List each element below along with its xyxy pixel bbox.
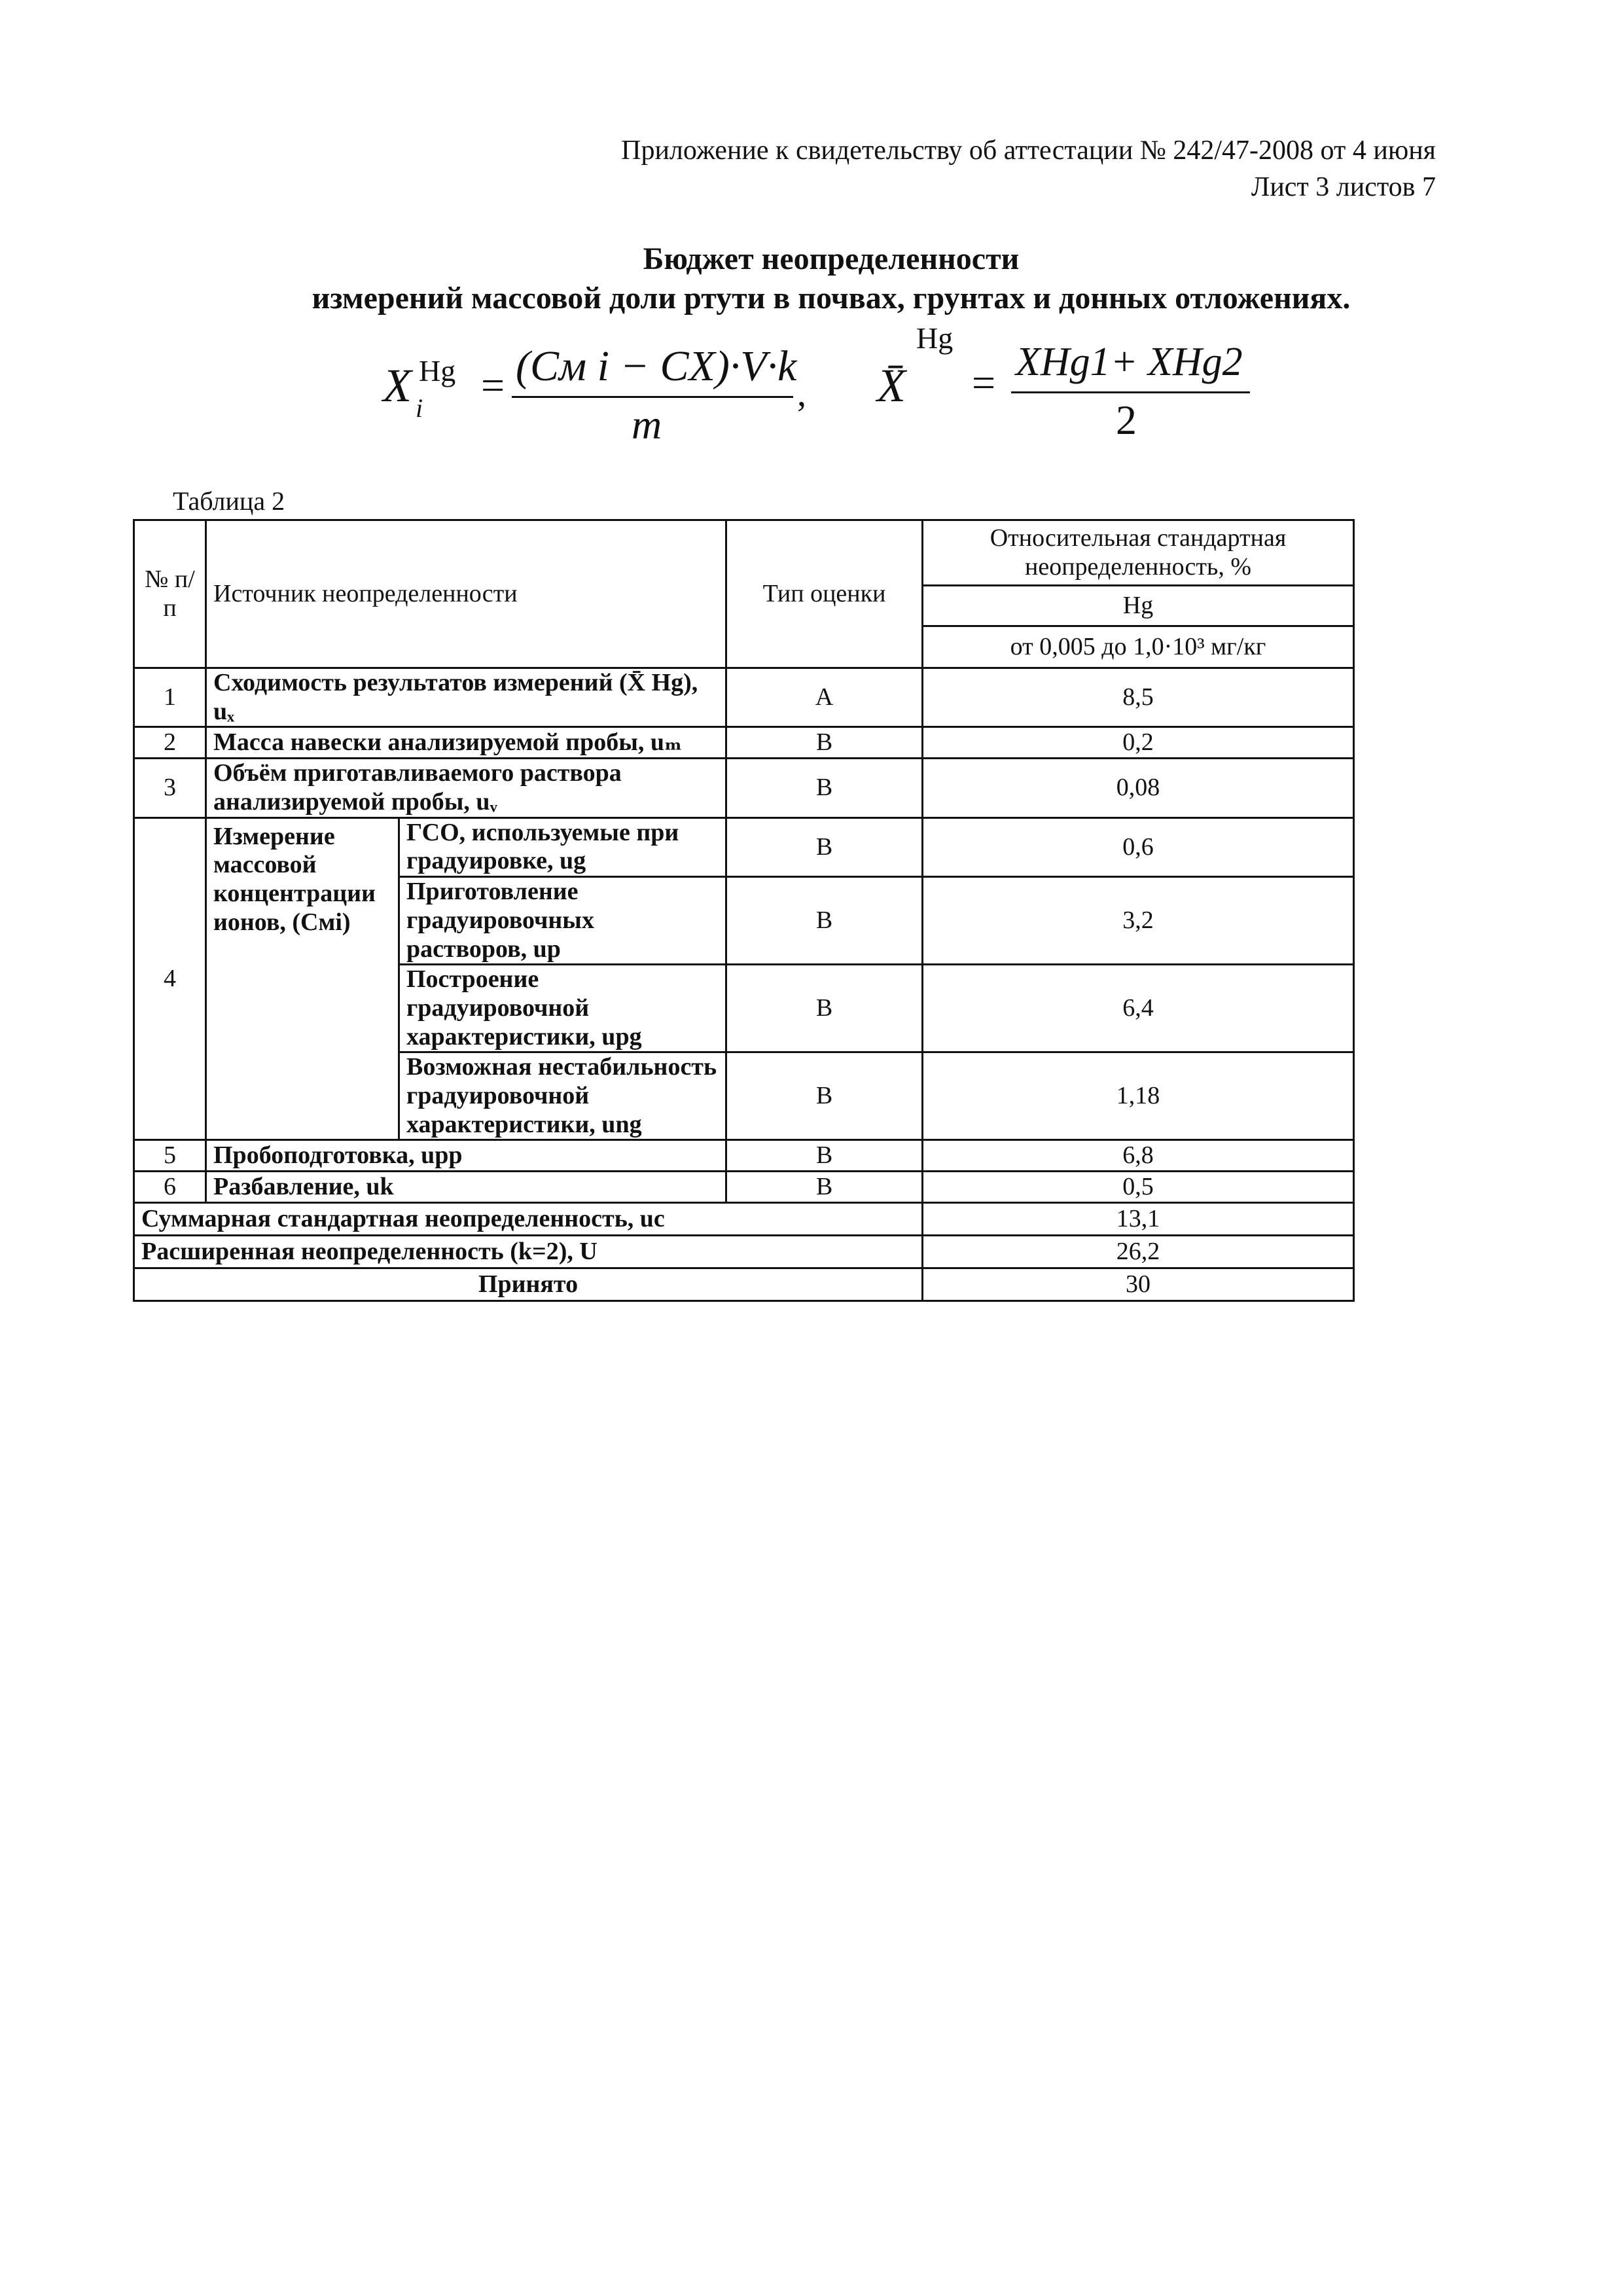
total-label: Принято (134, 1268, 923, 1301)
row-value: 0,2 (923, 727, 1354, 759)
sheet-number: Лист 3 листов 7 (1251, 172, 1436, 202)
formula-xbar-fraction-bar (1011, 391, 1250, 393)
total-row (134, 1203, 1354, 1236)
row-source: Объём приготавливаемого раствора анализируемой пробы, uᵥ (206, 759, 726, 817)
total-value: 30 (923, 1268, 1354, 1301)
formula-xbar-denominator: 2 (1116, 397, 1137, 443)
formula-xbar-equals: = (972, 359, 996, 406)
table-caption: Таблица 2 (173, 486, 285, 516)
row-group-source: Измерение массовой концентрации ионов, (Cмi) (206, 817, 399, 1140)
row-type: В (726, 759, 923, 817)
row-type: В (726, 727, 923, 759)
row-type: В (726, 1052, 923, 1140)
total-label: Расширенная неопределенность (k=2), U (134, 1236, 923, 1268)
formula-xi-equals: = (481, 362, 505, 408)
uncertainty-budget-table (133, 519, 1355, 1302)
row-sub-source: ГСО, используемые при градуировке, ug (399, 817, 726, 876)
row-value: 0,08 (923, 759, 1354, 817)
row-num: 4 (134, 817, 206, 1140)
table-row (134, 1172, 1354, 1203)
row-type: В (726, 1172, 923, 1203)
table-row (134, 727, 1354, 759)
row-num: 5 (134, 1140, 206, 1172)
formula-xbar-lhs-sup: Hg (916, 321, 954, 355)
row-type: В (726, 965, 923, 1052)
table-row (134, 668, 1354, 727)
total-row (134, 1268, 1354, 1301)
formula-xbar-lhs: X̄ (877, 359, 906, 412)
attestation-reference: Приложение к свидетельству об аттестации № 242/47-2008 от 4 июня (621, 135, 1436, 166)
document-title: Бюджет неопределенности (643, 242, 1020, 276)
formula-xi-lhs-sub: i (416, 393, 423, 423)
table-row (134, 759, 1354, 817)
row-type: А (726, 668, 923, 727)
formula-xi-lhs: X (383, 359, 412, 412)
row-value: 0,6 (923, 817, 1354, 876)
header-range: от 0,005 до 1,0·10³ мг/кг (923, 626, 1354, 668)
formula-xi-lhs-sup: Hg (419, 354, 456, 387)
header-type: Тип оценки (726, 520, 923, 668)
row-value: 3,2 (923, 877, 1354, 965)
row-value: 1,18 (923, 1052, 1354, 1140)
row-value: 6,4 (923, 965, 1354, 1052)
row-num: 2 (134, 727, 206, 759)
row-sub-source: Приготовление градуировочных растворов, up (399, 877, 726, 965)
row-type: В (726, 1140, 923, 1172)
total-row (134, 1236, 1354, 1268)
row-num: 6 (134, 1172, 206, 1203)
row-source: Масса навески анализируемой пробы, uₘ (206, 727, 726, 759)
row-num: 3 (134, 759, 206, 817)
formula-xbar (864, 321, 1257, 458)
total-label: Суммарная стандартная неопределенность, uc (134, 1203, 923, 1236)
total-value: 13,1 (923, 1203, 1354, 1236)
formula-xi-fraction-bar (512, 396, 793, 398)
row-value: 8,5 (923, 668, 1354, 727)
row-type: В (726, 817, 923, 876)
row-source: Разбавление, uk (206, 1172, 726, 1203)
header-num: № п/п (134, 520, 206, 668)
row-sub-source: Построение градуировочной характеристики, upg (399, 965, 726, 1052)
row-source: Пробоподготовка, upp (206, 1140, 726, 1172)
row-value: 0,5 (923, 1172, 1354, 1203)
formula-xi (366, 327, 825, 458)
row-value: 6,8 (923, 1140, 1354, 1172)
row-sub-source: Возможная нестабильность градуировочной характеристики, ung (399, 1052, 726, 1140)
formula-xi-numerator: (Cм i − CX)·V·k (516, 342, 797, 390)
row-type: В (726, 877, 923, 965)
header-element: Hg (923, 586, 1354, 626)
table-row (134, 817, 1354, 876)
total-value: 26,2 (923, 1236, 1354, 1268)
document-subtitle: измерений массовой доли ртути в почвах, грунтах и донных отложениях. (312, 281, 1351, 315)
header-source: Источник неопределенности (206, 520, 726, 668)
formula-xi-denominator: m (632, 401, 662, 448)
header-relative-uncertainty: Относительная стандартная неопределенность, % (923, 520, 1354, 586)
table-row (134, 1140, 1354, 1172)
row-source: Сходимость результатов измерений (X̄ Hg), uₓ (206, 668, 726, 727)
row-num: 1 (134, 668, 206, 727)
formula-xbar-numerator: XHg1+ XHg2 (1016, 340, 1243, 384)
formula-xi-comma: , (797, 374, 806, 414)
